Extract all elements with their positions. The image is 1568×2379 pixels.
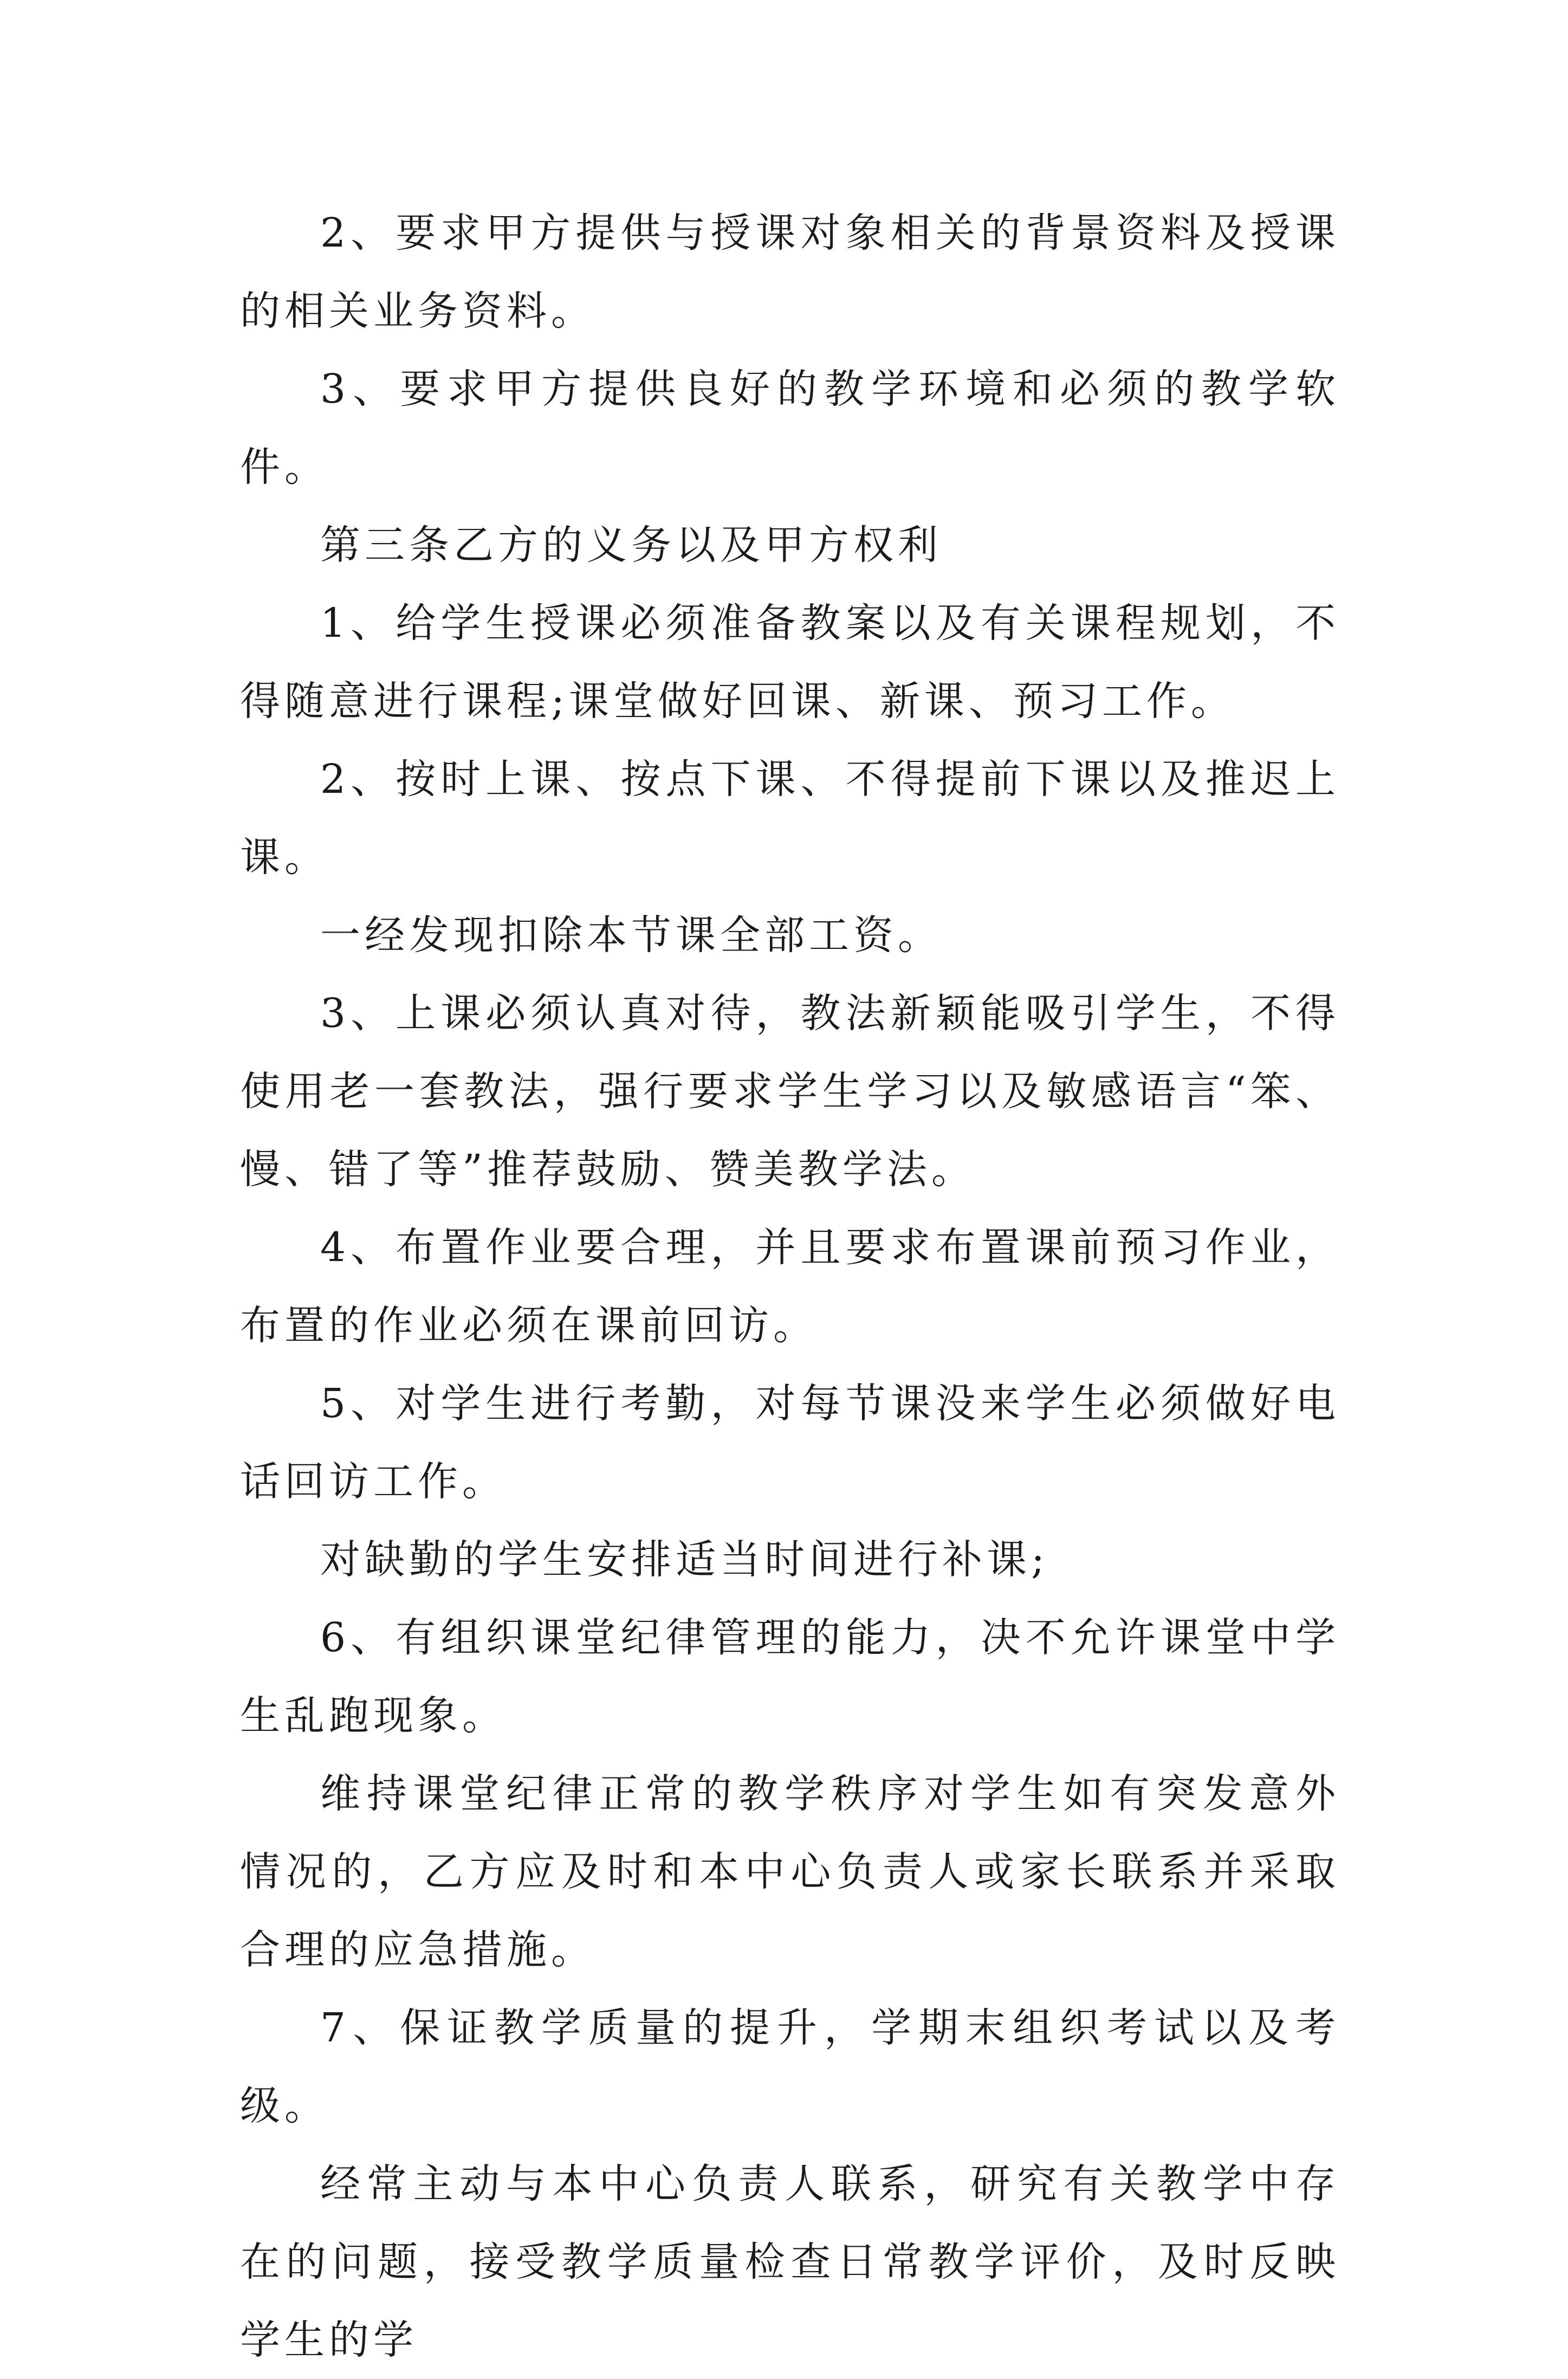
paragraph-2: 3、要求甲方提供良好的教学环境和必须的教学软件。 (240, 366, 1340, 490)
paragraph-9: 对缺勤的学生安排适当时间进行补课; (320, 1536, 1049, 1583)
paragraph-8: 5、对学生进行考勤，对每节课没来学生必须做好电话回访工作。 (240, 1380, 1340, 1505)
paragraph-3: 1、给学生授课必须准备教案以及有关课程规划，不得随意进行课程;课堂做好回课、新课、预习工作。 (240, 600, 1340, 725)
paragraph-13: 经常主动与本中心负责人联系，研究有关教学中存在的问题，接受教学质量检查日常教学评价，及时反映学生的学 (240, 2161, 1340, 2363)
paragraph-4: 2、按时上课、按点下课、不得提前下课以及推迟上课。 (240, 756, 1340, 881)
section-heading: 第三条乙方的义务以及甲方权利 (320, 522, 942, 568)
paragraph-10: 6、有组织课堂纪律管理的能力，决不允许课堂中学生乱跑现象。 (240, 1614, 1340, 1739)
paragraph-1: 2、要求甲方提供与授课对象相关的背景资料及授课的相关业务资料。 (240, 210, 1340, 334)
paragraph-6: 3、上课必须认真对待，教法新颖能吸引学生，不得使用老一套教法，强行要求学生学习以及敏感语言“笨、慢、错了等”推荐鼓励、赞美教学法。 (240, 990, 1340, 1193)
paragraph-7: 4、布置作业要合理，并且要求布置课前预习作业，布置的作业必须在课前回访。 (240, 1224, 1340, 1349)
paragraph-11: 维持课堂纪律正常的教学秩序对学生如有突发意外情况的，乙方应及时和本中心负责人或家长联系并采取合理的应急措施。 (240, 1770, 1340, 1973)
paragraph-5: 一经发现扣除本节课全部工资。 (320, 912, 942, 959)
paragraph-12: 7、保证教学质量的提升，学期末组织考试以及考级。 (240, 2005, 1340, 2129)
document-body (240, 194, 1340, 2379)
